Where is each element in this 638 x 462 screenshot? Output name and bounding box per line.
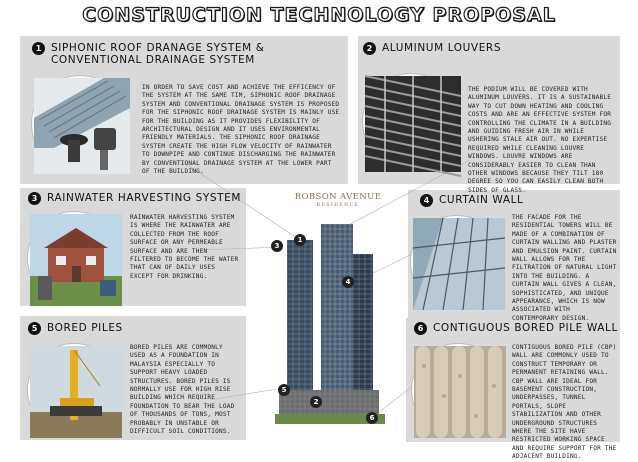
brand-logo bbox=[293, 192, 383, 208]
section-heading: CONTIGUOUS BORED PILE WALL bbox=[433, 322, 618, 334]
section-5-header bbox=[28, 322, 238, 335]
siphonic-roof-photo bbox=[32, 76, 128, 172]
tower-marker: 5 bbox=[278, 384, 290, 396]
tower-marker: 4 bbox=[342, 276, 354, 288]
aluminum-louvers-photo bbox=[363, 74, 459, 170]
section-number-badge: 5 bbox=[28, 322, 41, 335]
section-body: THE PODIUM WILL BE COVERED WITH ALUMINUM LOUVERS. IT IS A SUSTAINABLE WAY TO CUT DOWN HEATING AND COOLING COSTS AND ARE AN EFFECTIVE SYSTEM FOR CONTROLLING THE CLIMATE IN A BUILDING AND GUIDING FRESH AIR IN WHILE USHERING STALE AIR OUT. NO EXPERTISE REQUIRED WHILE CLEANING LOUVRE WINDOWS. LOUVRE WINDOWS ARE CONSIDERABLY EASIER TO CLEAN THAN OTHER WINDOWS BECAUSE THEY TILT 180 DEGREE SO YOU CAN EASILY CLEAN BOTH SIDES OF GLASS. bbox=[468, 86, 612, 194]
section-2-header bbox=[363, 42, 613, 55]
tower-marker: 6 bbox=[366, 412, 378, 424]
curtain-wall-photo bbox=[411, 216, 503, 308]
section-1-header bbox=[32, 42, 344, 66]
section-3-header bbox=[28, 192, 268, 205]
rainwater-harvesting-photo bbox=[28, 212, 120, 304]
section-heading: RAINWATER HARVESTING SYSTEM bbox=[47, 192, 242, 204]
section-heading: BORED PILES bbox=[47, 322, 123, 334]
section-heading: CURTAIN WALL bbox=[439, 194, 524, 206]
cbp-wall-photo bbox=[412, 344, 504, 436]
section-number-badge: 1 bbox=[32, 42, 45, 55]
brand-name: ROBSON AVENUE bbox=[294, 192, 382, 202]
tower-marker: 3 bbox=[271, 240, 283, 252]
section-body: BORED PILES ARE COMMONLY USED AS A FOUNDATION IN MALAYSIA ESPECIALLY TO SUPPORT HEAVY LOADED STRUCTURES. BORED PILES IS NORMALLY USE FOR HIGH RISE BUILDING WHICH REQUIRE FOUNDATION TO BEAR THE LOAD OF THOUSANDS OF TONS, MOST PROBABLY IN UNSTABLE OR DIFFICULT SOIL CONDITIONS. bbox=[130, 344, 235, 436]
section-heading: SIPHONIC ROOF DRANAGE SYSTEM & CONVENTIONAL DRAINAGE SYSTEM bbox=[51, 42, 265, 66]
section-body: RAINWATER HARVESTING SYSTEM IS WHERE THE RAINWATER ARE COLLECTED FROM THE ROOF SURFACE OR ANY PERMEABLE SURFACE AND ARE THEN FILTERED TO BECOME THE WATER THAT CAN OF DAILY USES EXCEPT FOR DRINKING. bbox=[130, 214, 239, 280]
tower-rendering bbox=[275, 214, 385, 424]
brand-tagline: RESIDENCE bbox=[316, 203, 360, 208]
section-body: IN ORDER TO SAVE COST AND ACHIEVE THE EFFICENCY OF THE SYSTEM AT THE SAME TIM, SIPHONIC ROOF DRAINAGE SYSTEM AND CONVENTIONAL DRAINAGE SYSTEM IS PROPOSED FOR THE SIPHONIC ROOF DRAINAGE SYSTEM IS MAINLY USE FOR THE BUILDING AS IT PROVIDES FLEXIBILITY OF ARCHITECTURAL DESIGN AND IT USES ENVIRONMENTAL FRIENDLY MATERIALS. THE SIPHONIC ROOF DRAINAGE SYSTEM CREATE THE HIGH FLOW VELOCITY OF RAINWATER TO DOWNPIPE AND CONTINUE DISCHARGING THE RAINWATER BY CONVENTIONAL DRAINAGE SYSTEM AT THE LOWER PART OF THE BUILDING. bbox=[142, 84, 340, 176]
page-title: CONSTRUCTION TECHNOLOGY PROPOSAL bbox=[82, 4, 556, 26]
section-number-badge: 4 bbox=[420, 194, 433, 207]
section-number-badge: 3 bbox=[28, 192, 41, 205]
bored-piles-photo bbox=[28, 344, 120, 436]
section-4-header bbox=[420, 194, 616, 207]
section-body: THE FACADE FOR THE RESIDENTIAL TOWERS WILL BE MADE OF A COMBINATION OF CURTAIN WALLING AND PLASTER AND EMULSION PAINT. CURTAIN WALL ALLOWS FOR THE FILTRATION OF NATURAL LIGHT INTO THE BUILDING. A CURTAIN WALL GIVES A CLEAN, SOPHISTICATED, AND UNIQUE APPEARANCE, WHICH IS NOW ASSOCIATED WITH CONTEMPORARY DESIGN. bbox=[512, 214, 617, 322]
section-6-header bbox=[414, 322, 618, 335]
section-heading: ALUMINUM LOUVERS bbox=[382, 42, 502, 54]
tower-marker: 1 bbox=[294, 234, 306, 246]
section-number-badge: 2 bbox=[363, 42, 376, 55]
section-body: CONTIGUOUS BORED PILE (CBP) WALL ARE COMMONLY USED TO CONSTRUCT TEMPORARY OR PERMANENT RETAINING WALL. CBP WALL ARE IDEAL FOR BASEMENT CONSTRUCTION, UNDERPASSES, TUNNEL PORTALS, SLOPE STABILIZATION AND OTHER UNDERGROUND STRUCTURES WHERE THE SITE HAVE RESTRICTED WORKING SPACE AND REQUIRE SUPPORT FOR THE ADJACENT BUILDING. bbox=[512, 344, 617, 461]
section-number-badge: 6 bbox=[414, 322, 427, 335]
tower-marker: 2 bbox=[310, 396, 322, 408]
